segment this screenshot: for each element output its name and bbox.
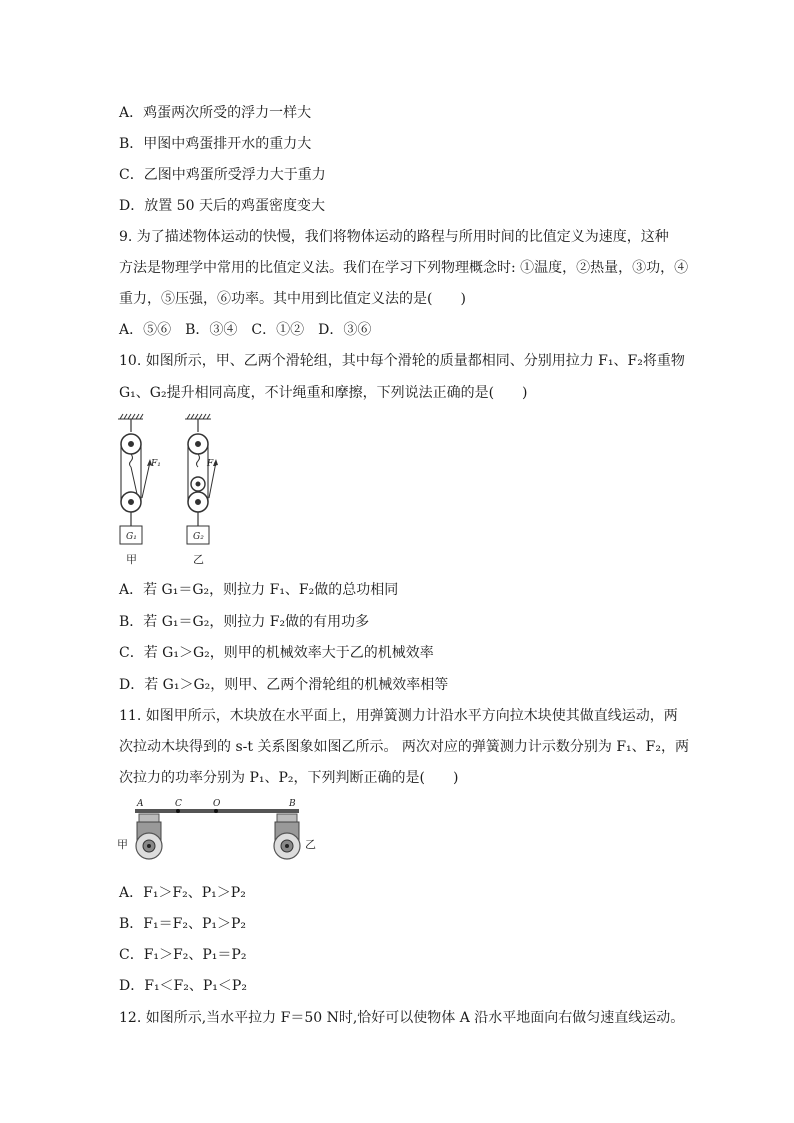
beam	[135, 809, 299, 813]
ceiling-yi	[185, 414, 211, 419]
label-o: O	[213, 799, 221, 809]
label-g2: G₂	[193, 532, 204, 542]
label-g1: G₁	[126, 532, 137, 542]
q11-option-c: C．F₁＞F₂、P₁＝P₂	[119, 947, 247, 963]
label-a: A	[137, 799, 144, 809]
label-yi: 乙	[305, 838, 316, 851]
label-jia: 甲	[117, 838, 128, 851]
q8-option-c: C．乙图中鸡蛋所受浮力大于重力	[119, 167, 326, 183]
q9-stem-line-2: 方法是物理学中常用的比值定义法。我们在学习下列物理概念时: ①温度，②热量，③功，④	[119, 260, 689, 276]
pulley-system-yi	[187, 419, 218, 544]
q8-option-d: D．放置 50 天后的鸡蛋密度变大	[119, 198, 325, 214]
q8-option-b: B．甲图中鸡蛋排开水的重力大	[119, 136, 312, 152]
q12-stem-line-1: 12. 如图所示,当水平拉力 F＝50 N时,恰好可以使物体 A 沿水平地面向右做匀速直线运动。	[119, 1010, 685, 1026]
label-c: C	[175, 799, 182, 809]
beam-scales-figure	[115, 796, 325, 868]
q10-stem-line-1: 10. 如图所示，甲、乙两个滑轮组，其中每个滑轮的质量都相同、分别用拉力 F₁、F₂将重物	[119, 353, 685, 369]
q10-option-d: D．若 G₁＞G₂，则甲、乙两个滑轮组的机械效率相等	[119, 677, 449, 693]
q10-option-c: C．若 G₁＞G₂，则甲的机械效率大于乙的机械效率	[119, 645, 434, 661]
label-yi: 乙	[193, 553, 204, 566]
pulley-system-figure	[115, 410, 225, 570]
q10-option-a: A．若 G₁＝G₂，则拉力 F₁、F₂做的总功相同	[119, 582, 399, 598]
q8-option-a: A．鸡蛋两次所受的浮力一样大	[119, 105, 312, 121]
ceiling-jia	[118, 414, 143, 419]
label-f2: F₂	[207, 459, 217, 469]
q9-options: A．⑤⑥ B．③④ C．①② D．③⑥	[119, 322, 372, 338]
q10-stem-line-2: G₁、G₂提升相同高度，不计绳重和摩擦，下列说法正确的是( )	[119, 385, 528, 401]
q11-option-a: A．F₁＞F₂、P₁＞P₂	[119, 885, 246, 901]
q11-option-d: D．F₁＜F₂、P₁＜P₂	[119, 978, 247, 994]
q11-stem-line-3: 次拉力的功率分别为 P₁、P₂，下列判断正确的是( )	[119, 770, 459, 786]
q11-stem-line-2: 次拉动木块得到的 s-t 关系图象如图乙所示。 两次对应的弹簧测力计示数分别为 F₁、F₂，两	[119, 739, 689, 755]
q11-option-b: B．F₁＝F₂、P₁＞P₂	[119, 916, 247, 932]
scale-right	[274, 814, 300, 859]
label-b: B	[289, 799, 296, 809]
q9-stem-line-1: 9. 为了描述物体运动的快慢，我们将物体运动的路程与所用时间的比值定义为速度，这种	[119, 229, 669, 245]
scale-left	[136, 814, 162, 859]
pulley-system-jia	[120, 419, 152, 544]
label-jia: 甲	[126, 553, 137, 566]
q11-stem-line-1: 11. 如图甲所示，木块放在水平面上，用弹簧测力计沿水平方向拉木块使其做直线运动，两	[119, 708, 678, 724]
label-f1: F₁	[151, 459, 161, 469]
q10-option-b: B．若 G₁＝G₂，则拉力 F₂做的有用功多	[119, 614, 370, 630]
q9-stem-line-3: 重力，⑤压强，⑥功率。其中用到比值定义法的是( )	[119, 291, 466, 307]
